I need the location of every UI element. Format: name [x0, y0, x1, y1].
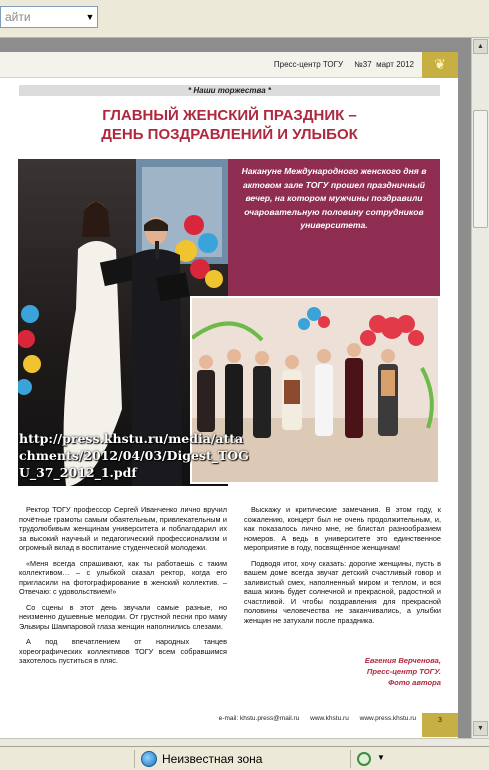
page-header-text: Пресс-центр ТОГУ №37 март 2012: [273, 60, 414, 69]
search-combo[interactable]: [0, 6, 98, 28]
signature: [244, 655, 441, 688]
page-header: [0, 52, 422, 78]
status-bar: [0, 746, 489, 770]
logo-icon: ❦: [422, 52, 458, 78]
page-number: 3: [422, 713, 458, 737]
paragraph: Подводя итог, хочу сказать: дорогие женщины, пусть в вашем доме всегда звучат детский счастливый говор и заливистый смех, наполненный миром и теплом, и вся ваша жизнь будет солнечной и прекрасной, радостной и счастливой. И чтобы поздравления для прекрасной половины человечества не заканчивались, а улыбки женщин не затухали после праздника.: [244, 558, 441, 625]
signature-author: Евгения Верченова,: [364, 656, 441, 665]
article-column-right: [244, 505, 441, 631]
toolbar: [0, 0, 489, 38]
chevron-down-icon[interactable]: ▼: [377, 753, 385, 762]
scroll-up-icon[interactable]: ▲: [473, 39, 488, 54]
scroll-down-icon[interactable]: ▼: [473, 721, 488, 736]
signature-org: Пресс-центр ТОГУ.: [366, 667, 441, 676]
signature-photo-credit: Фото автора: [388, 678, 441, 687]
divider: [134, 750, 135, 768]
paragraph: А под впечатлением от народных танцев хореографических коллективов ТОГУ всем собравшимся захотелось пуститься в пляс.: [19, 637, 227, 665]
zoom-icon[interactable]: [357, 752, 371, 766]
globe-icon: [141, 751, 157, 767]
rubric: * Наши торжества *: [19, 85, 440, 96]
search-combo-value: айти: [5, 10, 31, 24]
headline: ГЛАВНЫЙ ЖЕНСКИЙ ПРАЗДНИК – ДЕНЬ ПОЗДРАВЛЕНИЙ И УЛЫБОК: [101, 107, 358, 143]
chevron-down-icon[interactable]: ▼: [85, 12, 95, 22]
security-zone-label: Неизвестная зона: [162, 752, 263, 766]
article-column-left: [19, 505, 227, 672]
page-footer: e-mail: khstu.press@mail.ru www.khstu.ru www.press.khstu.ru: [218, 715, 416, 722]
paragraph: Ректор ТОГУ профессор Сергей Иванченко лично вручил почётные грамоты самым обаятельным, привлекательным и трудолюбивым женщинам университета и поблагодарил их за высокий научный и педагогический профессионализм и огромный вклад в воспитание студенческой молодежи.: [19, 505, 227, 552]
paragraph: Со сцены в этот день звучали самые разные, но неизменно душевные мелодии. От грустной песни про маму Эльвиры Шампаровой глаза женщин наполнились слезами.: [19, 602, 227, 631]
horizontal-scrollbar[interactable]: [0, 738, 489, 746]
paragraph: «Меня всегда спрашивают, как ты работаешь с таким коллективом… – с улыбкой сказал ректор, когда его пригласили на фотографирование в женский коллектив. – Отвечаю: с удовольствием!»: [19, 558, 227, 596]
lead-box: Накануне Международного женского дня в актовом зале ТОГУ прошел праздничный вечер, на котором мужчины поздравили очаровательную половину сотрудников университета.: [228, 159, 440, 296]
source-url-overlay: http://press.khstu.ru/media/attachments/2012/04/03/Digest_TOGU_37_2012_1.pdf: [19, 431, 249, 480]
paragraph: Выскажу и критические замечания. В этом году, к сожалению, концерт был не очень продолжительным, и, как показалось лично мне, не блистал разнообразием номеров. А ведь в университете это единственное мероприятие в году, посвящённое женщинам!: [244, 505, 441, 552]
divider: [350, 750, 351, 768]
vertical-scrollbar[interactable]: [471, 38, 489, 738]
scroll-thumb[interactable]: [473, 110, 488, 228]
